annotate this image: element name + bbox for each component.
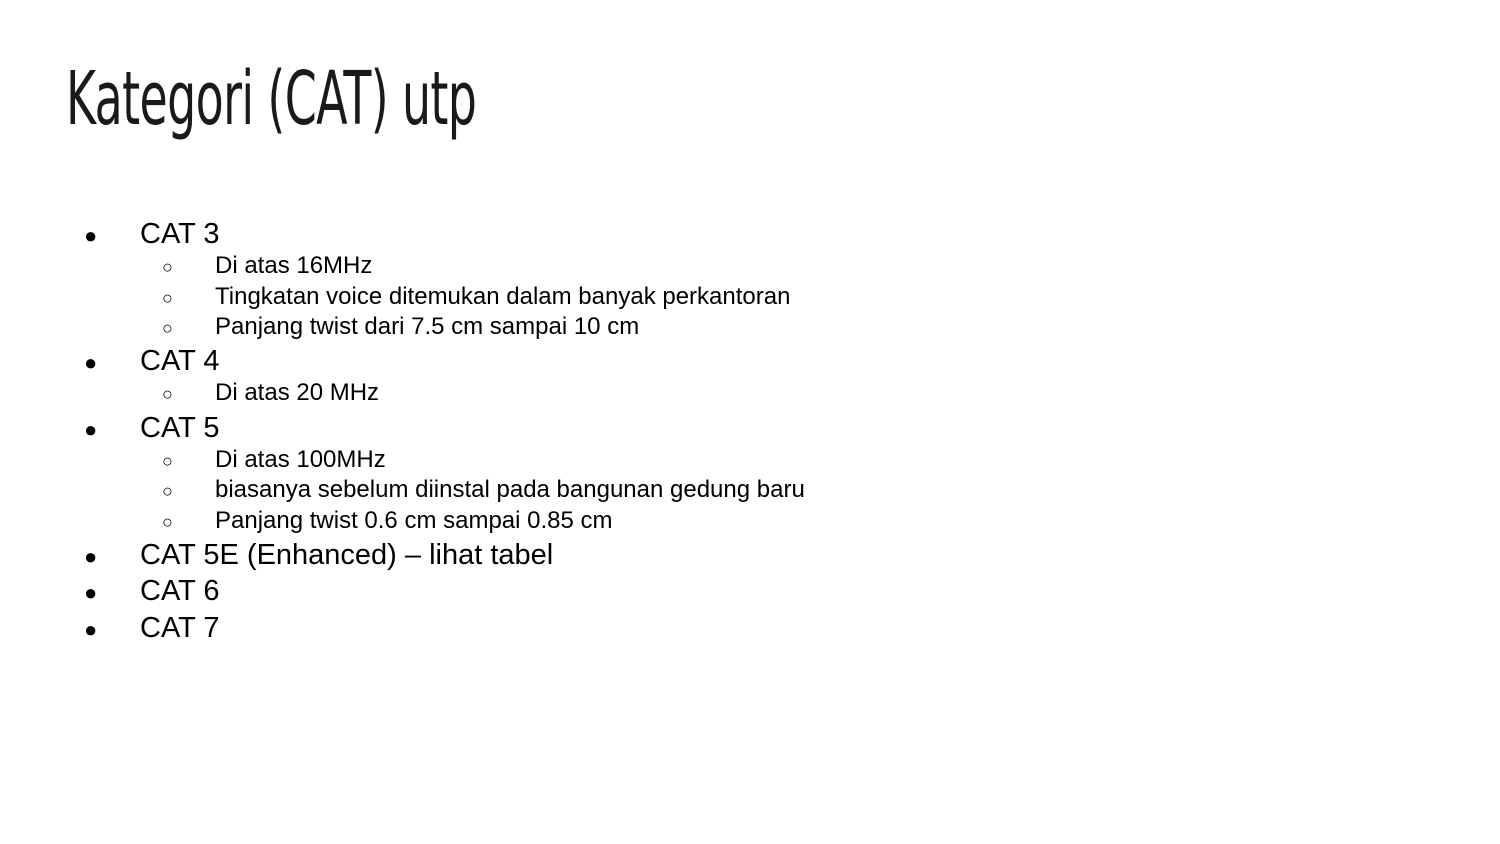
list-item-label: CAT 5E (Enhanced) – lihat tabel (140, 539, 554, 571)
bullet-hollow-icon: ○ (162, 481, 173, 501)
list-item-label: CAT 6 (140, 575, 220, 607)
sub-list-item-label: Di atas 20 MHz (215, 379, 380, 406)
sub-list-item-label: Tingkatan voice ditemukan dalam banyak perkantoran (215, 283, 791, 310)
bullet-hollow-icon: ○ (162, 288, 173, 308)
bullet-filled-icon: ● (84, 350, 98, 375)
sub-list-item-label: Panjang twist dari 7.5 cm sampai 10 cm (215, 313, 640, 340)
sub-list-item-label: biasanya sebelum diinstal pada bangunan gedung baru (215, 476, 805, 503)
bullet-hollow-icon: ○ (162, 318, 173, 338)
bullet-hollow-icon: ○ (162, 451, 173, 471)
bullet-filled-icon: ● (84, 223, 98, 248)
list-item-label: CAT 4 (140, 345, 220, 377)
sub-list-item-label: Di atas 16MHz (215, 252, 373, 279)
slide-title: Kategori (CAT) utp (66, 56, 477, 142)
bullet-hollow-icon: ○ (162, 257, 173, 277)
bullet-filled-icon: ● (84, 580, 98, 605)
bullet-hollow-icon: ○ (162, 512, 173, 532)
list-item-label: CAT 5 (140, 412, 220, 444)
sub-list-item-label: Panjang twist 0.6 cm sampai 0.85 cm (215, 507, 613, 534)
bullet-filled-icon: ● (84, 617, 98, 642)
bullet-hollow-icon: ○ (162, 384, 173, 404)
bullet-filled-icon: ● (84, 544, 98, 569)
list-item-label: CAT 7 (140, 612, 220, 644)
bullet-filled-icon: ● (84, 417, 98, 442)
list-item-label: CAT 3 (140, 218, 220, 250)
sub-list-item-label: Di atas 100MHz (215, 446, 386, 473)
